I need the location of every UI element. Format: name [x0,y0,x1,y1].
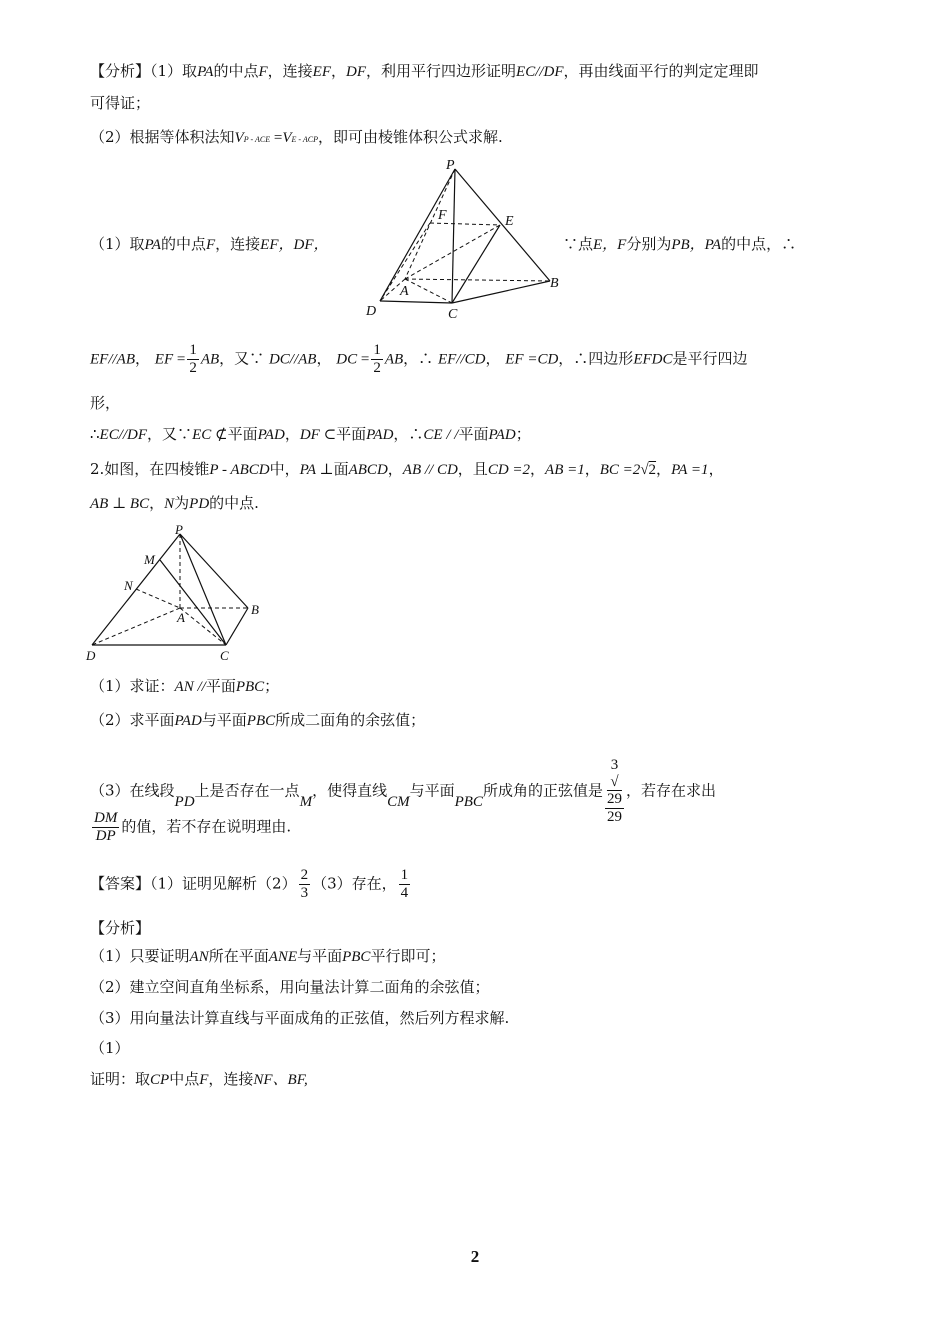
subquestion-3b: $\frac{DM}{DP}$ 的值，若不存在说明理由. [94,810,292,844]
analysis-line-2: （2）根据等体积法知VP - ACE =VE - ACP，即可由棱锥体积公式求解. [90,128,503,146]
label-m: M [144,552,155,567]
subquestion-3: （3）在线段PD上是否存在一点M，使得直线CM与平面PBC所成角的正弦值是 3 √ 29 29 ，若存在求出 [90,757,716,825]
edge-cb [452,281,550,303]
edge-na [136,589,180,608]
edge-ab [405,279,550,281]
label-a: A [400,284,409,299]
fraction-one-half-2: $\frac{1}{2}$ [373,342,381,376]
analysis-line-1b: 可得证； [90,94,151,112]
proof-line-2b: 形， [90,394,121,412]
proof-line-1-left: （1）取PA的中点F，连接EF，DF， [90,235,329,253]
edge-dc [380,301,452,303]
fraction-one-half: $\frac{1}{2}$ [189,342,197,376]
label-a: A [177,610,185,625]
fraction-3sqrt29-over-29: 3 √ 29 29 [606,757,622,825]
edge-pc [180,534,226,645]
proof-line: 证明：取CP中点F，连接NF、BF, [90,1070,308,1088]
analysis-2-tag: 【分析】 [90,919,151,937]
label-b: B [550,276,559,291]
fraction-2-3: $\frac{2}{3}$ [300,867,309,901]
ec-parallel-df: EC//DF [516,64,564,80]
edge-fe [430,223,500,225]
label-p: P [175,522,183,537]
analysis-2-line-1: （1）只要证明AN所在平面ANE与平面PBC平行即可； [90,947,446,965]
label-f: F [438,208,447,223]
analysis-tag: 【分析】 [90,62,151,80]
label-d: D [366,304,377,319]
label-b: B [251,602,259,617]
subquestion-2: （2）求平面PAD与平面PBC所成二面角的余弦值； [90,711,426,729]
edge-ac [405,279,452,303]
edge-pb [455,169,550,281]
analysis-line-1: 【分析】（1）取PA的中点F，连接EF，DF，利用平行四边形证明EC//DF，再由线面平行的判定定理即 [90,62,759,80]
page-number: 2 [470,1247,480,1266]
solution-1-label: （1） [90,1039,130,1057]
label-p: P [446,158,455,173]
edge-cb [226,608,248,645]
answer-tag: 【答案】 [90,874,151,893]
fraction-dm-over-dp: $\frac{DM}{DP}$ [94,810,118,844]
sqrt-2: √2 [640,462,657,478]
edge-ad [92,608,180,645]
edge-pd [380,169,455,301]
edge-pb [180,534,248,608]
answer-line: 【答案】（1）证明见解析（2） $\frac{2}{3}$ （3）存在， $\frac{1}{4}$ [90,867,409,901]
label-n: N [124,578,133,593]
edge-ac [180,608,226,645]
edge-pc [452,169,455,303]
question-2-line-1: 2.如图，在四棱锥P - ABCD中，PA ⊥面ABCD，AB // CD，且CD =2，AB =1，BC =2√2，PA =1， [90,460,724,478]
edge-ce [452,225,500,303]
proof-line-3: ∴EC//DF，又∵EC ⊄平面PAD，DF ⊂平面PAD，∴CE / /平面PAD； [90,425,531,443]
label-e: E [505,214,514,229]
label-c: C [220,648,229,663]
subquestion-1: （1）求证：AN //平面PBC； [90,677,280,695]
fraction-1-4: $\frac{1}{4}$ [400,867,409,901]
figure-1-pyramid [360,155,570,320]
analysis-2-line-2: （2）建立空间直角坐标系，用向量法计算二面角的余弦值； [90,978,490,996]
proof-line-2: EF//AB， EF = $\frac{1}{2}$ AB，又∵ DC//AB， DC = $\frac{1}{2}$ AB，∴ EF//CD， EF =CD，∴四边形EFDC是平行四边 [90,342,748,376]
label-d: D [86,648,96,663]
analysis-2-line-3: （3）用向量法计算直线与平面成角的正弦值，然后列方程求解. [90,1009,510,1027]
label-c: C [448,307,458,320]
figure-2-pyramid [80,522,275,667]
proof-line-1-right: ∵点E，F分别为PB，PA的中点，∴ [563,235,797,253]
question-2-line-2: AB ⊥ BC，N为PD的中点. [90,494,259,512]
